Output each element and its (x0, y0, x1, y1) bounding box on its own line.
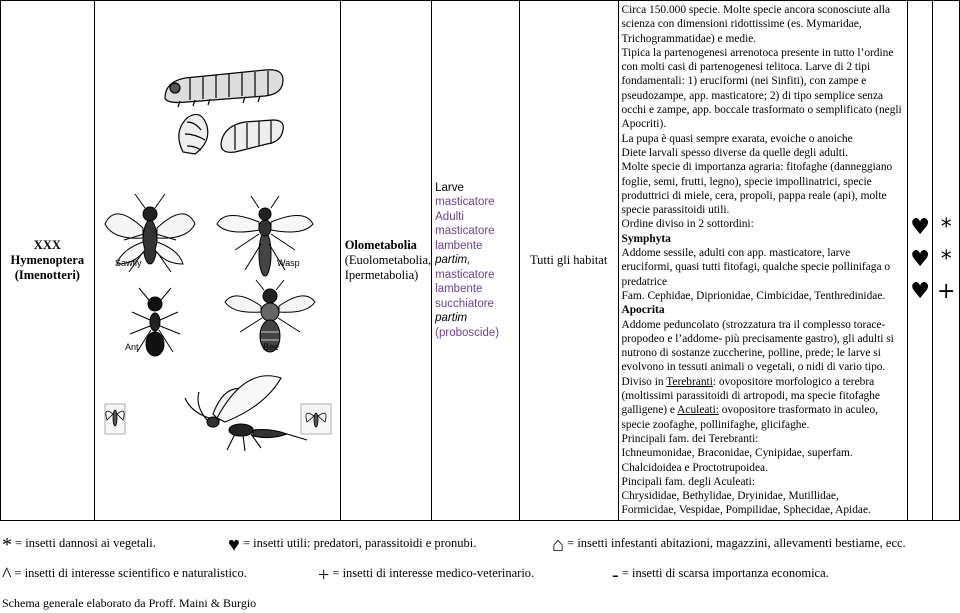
asterisk-icon: * (940, 215, 952, 241)
sawfly-label: Sawfly (114, 258, 142, 269)
mouthparts-larvae-type: masticatore (435, 196, 495, 209)
hymenoptera-illustrations (95, 2, 340, 518)
mouthparts-adults-type-1: masticatore (435, 225, 495, 238)
description-symphyta-families: Fam. Cephidae, Diprionidae, Cimbicidae, Tenthredinidae. (621, 289, 886, 302)
description-terebranti-families-heading: Principali fam. dei Terebranti: (621, 432, 759, 445)
description-terebranti-families-2: Chalcidoidea e Proctotrupoidea. (621, 461, 768, 474)
caret-icon: ^ (2, 564, 12, 586)
description-apocrita: Addome peduncolato (strozzatura tra il complesso torace-propodeo e l’addome- più precisamente gastro), gli adulti si nutrono di sostanze zuccherine, polline, prede; le larve si evolvono in tessuti animali o vegetali, o nidi di vario tipo. (621, 318, 894, 374)
description-terebranti-families: Ichneumonidae, Braconidae, Cynipidae, superfam. (621, 447, 853, 460)
heart-icon: ♥ (910, 247, 930, 273)
heart-icon: ♥ (910, 279, 930, 305)
description-aculeati-families: Chrysididae, Bethylidae, Dryinidae, Mutillidae, (621, 490, 839, 503)
ant-image (125, 288, 180, 356)
suborder-symphyta: Symphyta (621, 232, 671, 245)
legend-minor-text: = insetti di scarsa importanza economica. (618, 566, 829, 580)
mouthparts-partim-1: partim, (435, 254, 471, 267)
legend-infesting (552, 534, 906, 557)
legend-infesting-text: = insetti infestanti abitazioni, magazzini, allevamenti bestiame, ecc. (564, 536, 906, 550)
legend-scientific-text: = insetti di interesse scientifico e naturalistico. (11, 566, 247, 580)
credit-line: Schema generale elaborato da Proff. Maini & Burgio (2, 596, 257, 610)
mouthparts-adults-type-3: masticatore (435, 268, 495, 281)
description-diet: Diete larvali spesso diverse da quelle degli adulti. (621, 146, 848, 159)
suborder-apocrita: Apocrita (621, 304, 665, 317)
description-cell (618, 1, 907, 521)
metamorphosis-type: Olometabolia (344, 237, 417, 252)
mouthparts-proboscis: (proboscide) (435, 326, 500, 339)
legend-harmful-text: = insetti dannosi ai vegetali. (12, 536, 156, 550)
house-icon: ⌂ (552, 534, 565, 556)
bee-label: Bee (262, 342, 279, 353)
habitat-text: Tutti gli habitat (529, 252, 608, 267)
heart-icon: ♥ (228, 534, 240, 556)
sawfly-larva-image (165, 70, 283, 107)
mouthparts-adults: Adulti (435, 210, 464, 223)
habitat-cell (519, 1, 618, 521)
wasp-label: Wasp (276, 258, 300, 269)
illustration-cell (94, 1, 340, 521)
terebranti-term: Terebranti (666, 375, 713, 388)
apocrita-larva-image (179, 115, 283, 155)
legend-medical-text: = insetti di interesse medico-veterinario. (329, 566, 535, 580)
legend-medical (318, 564, 534, 587)
asterisk-icon: * (2, 534, 12, 556)
description-pupa: La pupa è quasi sempre exarata, evoiche o anoiche (621, 132, 853, 145)
mouthparts-adults-type-2: lambente (435, 239, 483, 252)
description-aculeati-families-heading: Pincipali fam. degli Aculeati: (621, 475, 755, 488)
legend-useful-text: = insetti utili: predatori, parassitoidi e pronubi. (239, 536, 477, 550)
plus-icon: + (936, 279, 956, 305)
order-name: Hymenoptera (10, 252, 85, 267)
ant-label: Ant (124, 342, 139, 353)
mouthparts-adults-type-4: lambente (435, 283, 483, 296)
mouthparts-adults-type-5: succhiatore (435, 297, 494, 310)
order-cell (1, 1, 95, 521)
minus-icon: - (612, 564, 619, 586)
small-wasp-left-image (105, 404, 125, 434)
description-species-count: Circa 150.000 specie. Molte specie ancora sconosciute alla scienza con dimensioni ridottissime (es. Mymaridae, Trichogrammatidae) e medie. (621, 4, 891, 45)
parasitoid-wasp-image (185, 376, 307, 451)
sawfly-image (105, 194, 195, 272)
description-suborders: Ordine diviso in 2 sottordini: (621, 218, 754, 231)
legend-scientific (2, 564, 247, 587)
mouthparts-partim-2: partim (435, 312, 468, 325)
bee-image (225, 280, 315, 352)
order-common-name: (Imenotteri) (14, 267, 80, 282)
legend-harmful (2, 534, 156, 557)
mouthparts-larvae: Larve (435, 181, 464, 194)
mouthparts-cell (432, 1, 520, 521)
metamorphosis-cell (340, 1, 431, 521)
asterisk-icon: * (940, 247, 952, 273)
small-wasp-right-image (301, 404, 331, 434)
order-code: XXX (33, 237, 61, 252)
wasp-image (217, 196, 313, 276)
metamorphosis-subtype: (Euolometabolia, (344, 252, 432, 267)
legend-minor (612, 564, 829, 587)
description-divisions: Diviso in Terebranti: ovopositore morfologico a terebra (moltissimi parassitoidi di artropodi, ma specie fitofaghe galligene) e Aculeati: ovopositore trasformato in aculeo, specie zoofaghe, pollinifaghe, glicifaghe. (621, 375, 880, 431)
symbol-column-1 (907, 1, 933, 521)
heart-icon: ♥ (910, 215, 930, 241)
description-parthenogenesis: Tipica la partenogenesi arrenotoca presente in tutto l’ordine con molti casi di partenogenesi telitoca. Larve di 2 tipi fondamentali: 1) eruciformi (nei Sinfiti), con zampe e pseudozampe, app. masticatore; 2) di tipo semplice senza occhi e zampe, app. boccale trasformato o semplificato (negli Apocriti). (621, 46, 902, 131)
plus-icon: + (318, 564, 330, 586)
legend-useful (228, 534, 476, 557)
symbol-column-2 (933, 1, 960, 521)
description-importance: Molte specie di importanza agraria: fitofaghe (danneggiano foglie, semi, frutti, legno), specie impollinatrici, specie produttrici di miele, cera, propoli, pappa reale (api), molte specie parassitoidi utili. (621, 161, 893, 217)
metamorphosis-subtype-2: Ipermetabolia) (344, 267, 419, 282)
description-aculeati-families-2: Formicidae, Vespidae, Pompilidae, Sphecidae, Apidae. (621, 504, 871, 517)
description-symphyta: Addome sessile, adulti con app. masticatore, larve eruciformi, quasi tutti fitofagi, qualche specie pollinifaga o predatrice (621, 247, 891, 288)
aculeati-term: Aculeati: (677, 404, 719, 417)
